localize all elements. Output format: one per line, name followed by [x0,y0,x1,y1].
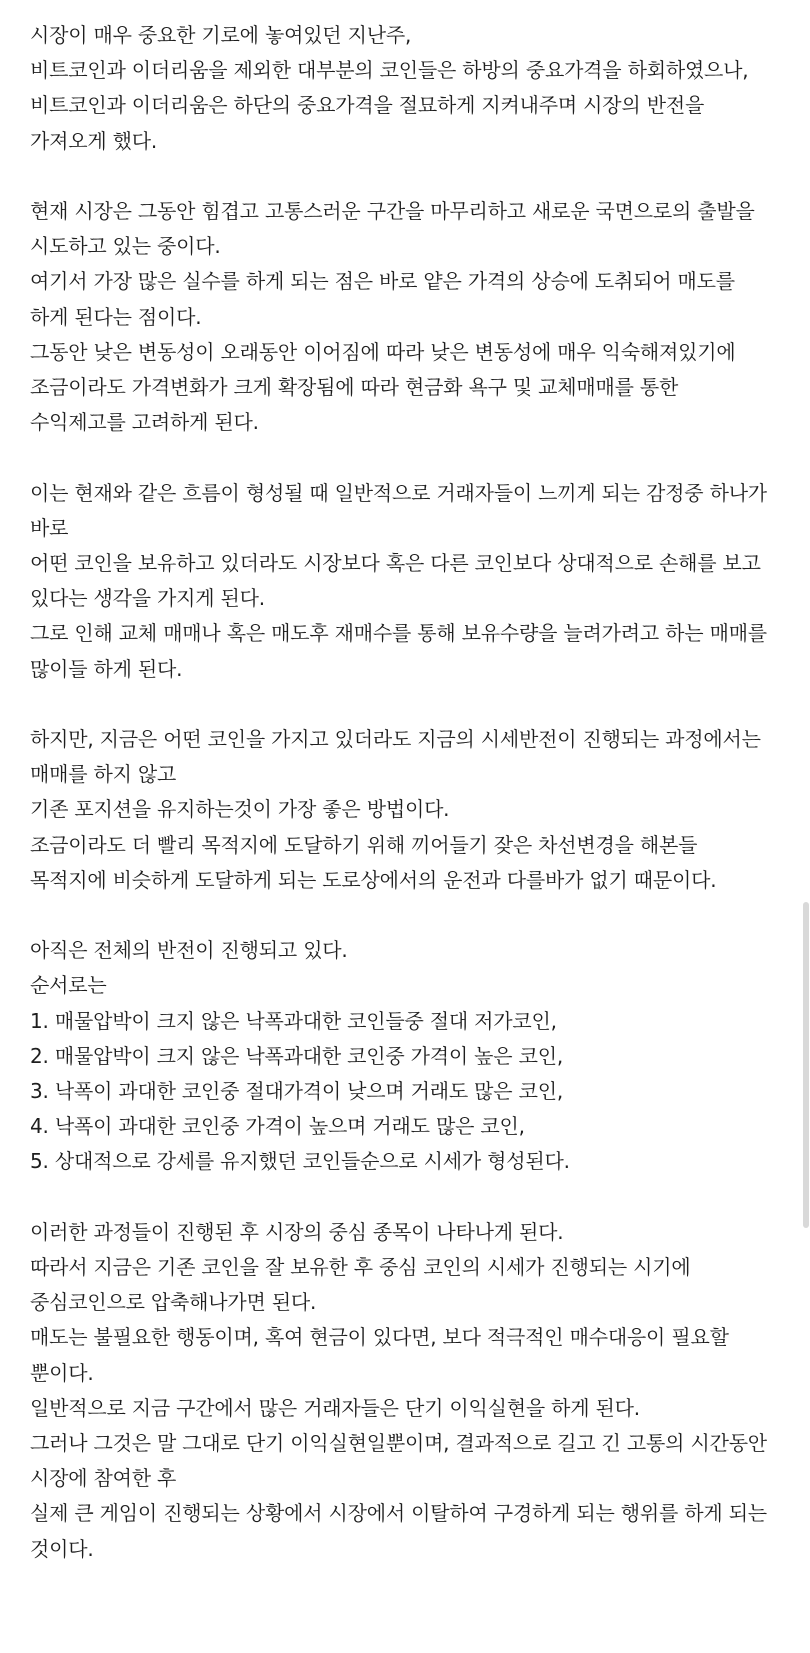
blank-line [30,159,775,194]
paragraph-line: 그러나 그것은 말 그대로 단기 이익실현일뿐이며, 결과적으로 길고 긴 고통의 시간동안 시장에 참여한 후 [30,1431,767,1491]
list-item: 1. 매물압박이 크지 않은 낙폭과대한 코인들중 절대 저가코인, [30,1008,557,1033]
paragraph-line: 현재 시장은 그동안 힘겹고 고통스러운 구간을 마무리하고 새로운 국면으로의 출발을 시도하고 있는 중이다. [30,199,755,259]
list-item: 3. 낙폭이 과대한 코인중 절대가격이 낮으며 거래도 많은 코인, [30,1079,563,1104]
paragraph-line: 하지만, 지금은 어떤 코인을 가지고 있더라도 지금의 시세반전이 진행되는 과정에서는 매매를 하지 않고 [30,727,761,787]
paragraph-line: 이러한 과정들이 진행된 후 시장의 중심 종목이 나타나게 된다. [30,1219,564,1244]
paragraph-line: 조금이라도 더 빨리 목적지에 도달하기 위해 끼어들기 잦은 차선변경을 해본들 [30,832,698,857]
paragraph-line: 그로 인해 교체 매매나 혹은 매도후 재매수를 통해 보유수량을 늘려가려고 하는 매매를 많이들 하게 된다. [30,621,767,681]
paragraph-line: 비트코인과 이더리움을 제외한 대부분의 코인들은 하방의 중요가격을 하회하였으나, [30,58,749,83]
article-body [30,18,775,1567]
blank-line [30,898,775,933]
scrollbar-track[interactable] [802,0,810,1653]
paragraph-line: 이는 현재와 같은 흐름이 형성될 때 일반적으로 거래자들이 느끼게 되는 감정중 하나가 바로 [30,480,767,540]
list-item: 2. 매물압박이 크지 않은 낙폭과대한 코인중 가격이 높은 코인, [30,1043,563,1068]
list-item: 4. 낙폭이 과대한 코인중 가격이 높으며 거래도 많은 코인, [30,1114,525,1139]
paragraph-line: 조금이라도 가격변화가 크게 확장됨에 따라 현금화 욕구 및 교체매매를 통한 수익제고를 고려하게 된다. [30,375,679,435]
paragraph-line: 일반적으로 지금 구간에서 많은 거래자들은 단기 이익실현을 하게 된다. [30,1395,640,1420]
blank-line [30,1180,775,1215]
paragraph-line: 비트코인과 이더리움은 하단의 중요가격을 절묘하게 지켜내주며 시장의 반전을 가져오게 했다. [30,93,705,153]
paragraph-line: 목적지에 비슷하게 도달하게 되는 도로상에서의 운전과 다를바가 없기 때문이다. [30,867,717,892]
paragraph-line: 어떤 코인을 보유하고 있더라도 시장보다 혹은 다른 코인보다 상대적으로 손해를 보고 있다는 생각을 가지게 된다. [30,551,761,611]
paragraph-line: 순서로는 [30,973,107,998]
paragraph-line: 기존 포지션을 유지하는것이 가장 좋은 방법이다. [30,797,450,822]
paragraph-line: 매도는 불필요한 행동이며, 혹여 현금이 있다면, 보다 적극적인 매수대응이 필요할 뿐이다. [30,1325,729,1385]
scrollbar-thumb[interactable] [803,902,809,1228]
paragraph-line: 여기서 가장 많은 실수를 하게 되는 점은 바로 얕은 가격의 상승에 도취되어 매도를 하게 된다는 점이다. [30,269,735,329]
blank-line [30,687,775,722]
paragraph-line: 따라서 지금은 기존 코인을 잘 보유한 후 중심 코인의 시세가 진행되는 시기에 중심코인으로 압축해나가면 된다. [30,1255,691,1315]
paragraph-line: 그동안 낮은 변동성이 오래동안 이어짐에 따라 낮은 변동성에 매우 익숙해져있기에 [30,339,736,364]
blank-line [30,440,775,475]
paragraph-line: 아직은 전체의 반전이 진행되고 있다. [30,938,348,963]
paragraph-line: 시장이 매우 중요한 기로에 놓여있던 지난주, [30,23,412,47]
paragraph-line: 실제 큰 게임이 진행되는 상황에서 시장에서 이탈하여 구경하게 되는 행위를 하게 되는 것이다. [30,1501,767,1561]
list-item: 5. 상대적으로 강세를 유지했던 코인들순으로 시세가 형성된다. [30,1149,570,1174]
